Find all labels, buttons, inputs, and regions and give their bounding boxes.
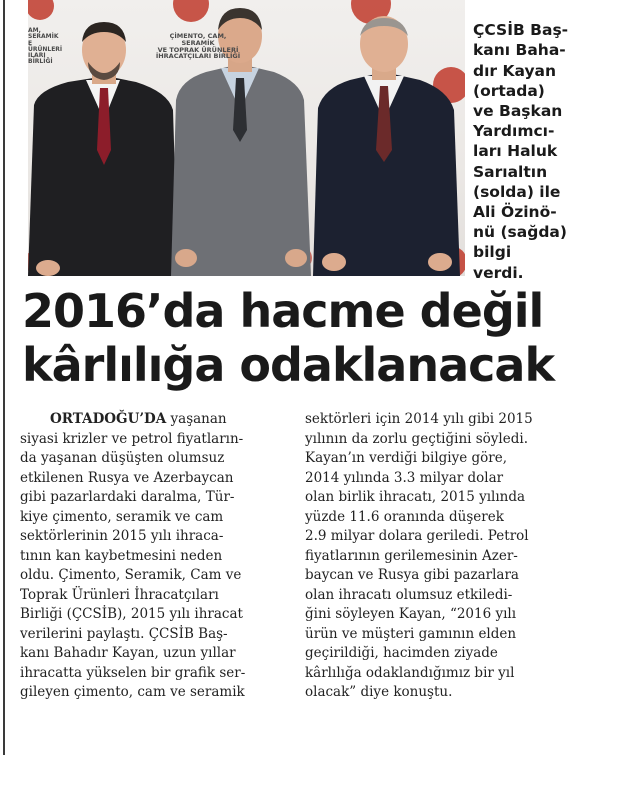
body-line: fiyatlarının gerilemesinin Azer- — [305, 547, 518, 564]
caption-line: bilgi — [473, 243, 512, 262]
body-line: ihracatta yükselen bir grafik ser- — [20, 664, 246, 681]
caption-line: (solda) ile — [473, 182, 561, 201]
body-line: sektörlerinin 2015 yılı ihraca- — [20, 528, 224, 544]
article-column-left — [20, 410, 290, 703]
caption-line: Ali Özinö- — [473, 203, 557, 222]
backdrop-sign-center: ÇİMENTO, CAM, SERAMİK VE TOPRAK ÜRÜNLERİ İHRACATÇILARI BİRLİĞİ — [155, 32, 241, 61]
body-line: sektörleri için 2014 yılı gibi 2015 — [305, 411, 533, 427]
person-right — [313, 16, 460, 276]
body-line: yüzde 11.6 oranında düşerek — [305, 508, 504, 525]
caption-line: (ortada) — [473, 81, 545, 100]
body-line: gibi pazarlardaki daralma, Tür- — [20, 489, 235, 505]
body-line: ürün ve müşteri gamının elden — [305, 625, 517, 642]
body-line: kârlılığa odaklandığımız bir yıl — [305, 664, 515, 681]
caption-line: verdi. — [473, 263, 524, 282]
body-line: 2.9 milyar dolara geriledi. Petrol — [305, 528, 529, 544]
caption-line: ları Haluk — [473, 142, 558, 161]
photo-illustration — [28, 0, 465, 276]
body-line: da yaşanan düşüşten olumsuz — [20, 450, 225, 466]
backdrop-sign-left: AM, SERAMİK E ÜRÜNLERİ ILARI BİRLİĞİ — [28, 27, 63, 66]
caption-line: ÇCSİB Baş- — [473, 21, 569, 40]
body-line: yılının da zorlu geçtiğini söyledi. — [305, 430, 528, 447]
body-line: baycan ve Rusya gibi pazarlara — [305, 567, 519, 583]
body-line: etkilenen Rusya ve Azerbaycan — [20, 469, 234, 486]
caption-line: Sarıaltın — [473, 162, 548, 181]
body-line: Toprak Ürünleri İhracatçıları — [20, 586, 219, 603]
body-line: siyasi krizler ve petrol fiyatların- — [20, 430, 244, 447]
body-line: oldu. Çimento, Seramik, Cam ve — [20, 567, 242, 583]
body-line: 2014 yılında 3.3 milyar dolar — [305, 469, 504, 486]
body-line: olacak” diye konuştu. — [305, 684, 453, 700]
body-line: olan birlik ihracatı, 2015 yılında — [305, 489, 526, 505]
body-line: kiye çimento, seramik ve cam — [20, 508, 224, 525]
body-line: tının kan kaybetmesini neden — [20, 547, 223, 564]
body-line: verilerini paylaştı. ÇCSİB Baş- — [20, 625, 228, 642]
news-photo — [28, 0, 465, 276]
photo-caption — [473, 0, 623, 283]
left-column-rule — [3, 0, 5, 755]
body-line: gileyen çimento, cam ve seramik — [20, 684, 245, 700]
headline-line-2: kârlılığa odaklanacak — [22, 338, 555, 392]
body-line: kanı Bahadır Kayan, uzun yıllar — [20, 645, 236, 661]
caption-line: ve Başkan — [473, 102, 563, 121]
body-line: geçirildiği, hacimden ziyade — [305, 645, 498, 661]
lead-word: ORTADOĞU’DA — [50, 411, 167, 427]
first-line-rest: yaşanan — [166, 411, 227, 427]
caption-line: Yardımcı- — [473, 122, 555, 141]
article-headline — [22, 284, 612, 392]
body-line: ğini söyleyen Kayan, “2016 yılı — [305, 606, 517, 622]
caption-line: kanı Baha- — [473, 41, 566, 60]
body-line: Birliği (ÇCSİB), 2015 yılı ihracat — [20, 606, 243, 622]
caption-line: dır Kayan — [473, 61, 557, 80]
first-line — [20, 410, 290, 430]
body-line: Kayan’ın verdiği bilgiye göre, — [305, 450, 508, 466]
article-column-right — [305, 410, 615, 703]
caption-line: nü (sağda) — [473, 223, 567, 242]
body-line: olan ihracatı olumsuz etkiledi- — [305, 586, 513, 603]
headline-line-1: 2016’da hacme değil — [22, 284, 544, 338]
